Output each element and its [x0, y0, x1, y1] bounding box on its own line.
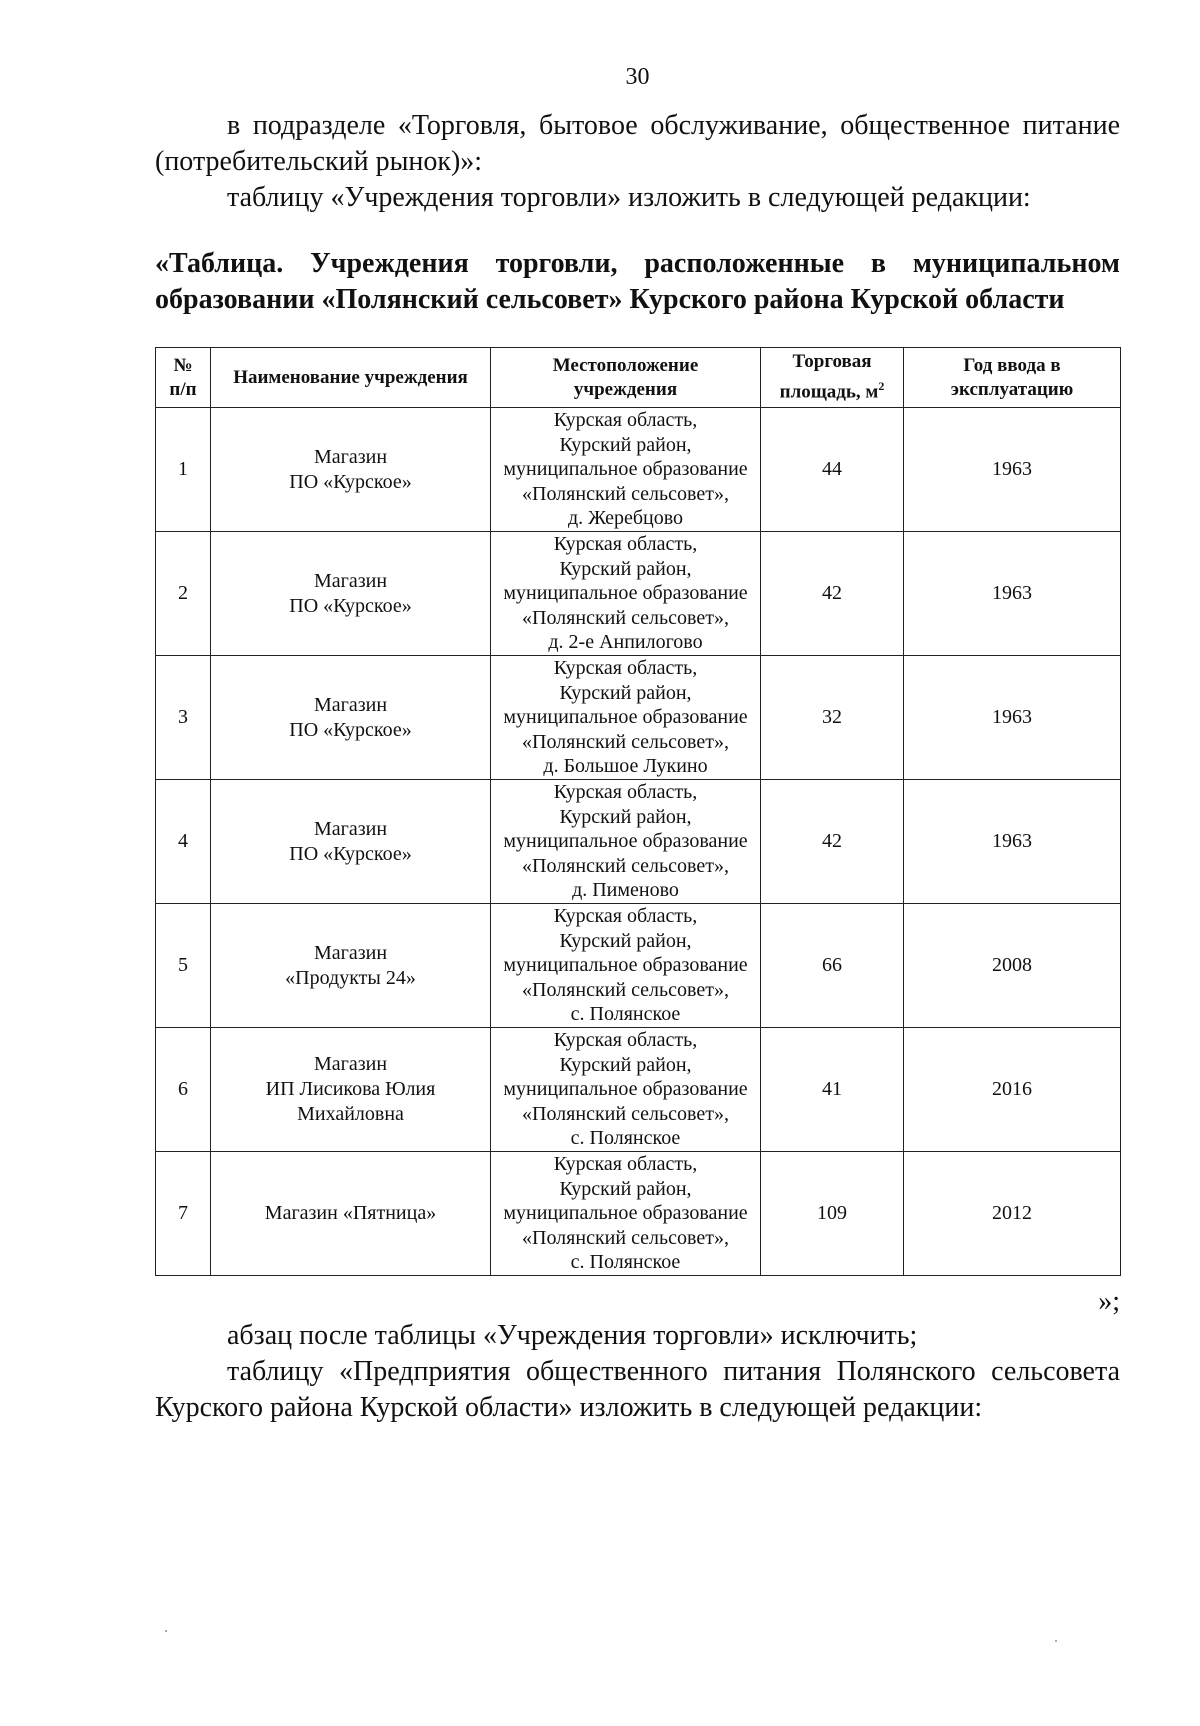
row-location-line3: муниципальное образование	[503, 582, 748, 605]
row-name-line2: ПО «Курское»	[289, 718, 412, 741]
row-location-line1: Курская область,	[553, 1029, 698, 1052]
header-location-line2: учреждения	[573, 378, 678, 400]
row-name-line2: ПО «Курское»	[289, 594, 412, 617]
row-location-line2: Курский район,	[559, 1177, 692, 1200]
row-location-line5: с. Полянское	[570, 1251, 681, 1274]
row-number: 5	[156, 904, 211, 1028]
row-location-line1: Курская область,	[553, 533, 698, 556]
row-location	[491, 656, 761, 780]
header-year-line2: эксплуатацию	[950, 378, 1074, 400]
row-location-line4: «Полянский сельсовет»,	[522, 1102, 729, 1125]
row-year: 1963	[904, 780, 1121, 904]
table-title: «Таблица. Учреждения торговли, расположенные в муниципальном образовании «Полянский сельсовет» Курского района Курской области	[155, 248, 1120, 315]
row-name	[211, 1028, 491, 1152]
row-name-line1: Магазин	[313, 1053, 388, 1075]
row-number: 1	[156, 408, 211, 532]
row-location-line5: с. Полянское	[570, 1003, 681, 1026]
row-location-line3: муниципальное образование	[503, 830, 748, 853]
header-location	[491, 348, 761, 408]
row-location-line5: д. Жеребцово	[567, 507, 684, 530]
row-name-line1: Магазин «Пятница»	[264, 1202, 437, 1224]
row-location	[491, 1152, 761, 1276]
row-location-line1: Курская область,	[553, 905, 698, 928]
header-number-line2: п/п	[169, 378, 197, 400]
row-location-line2: Курский район,	[559, 1053, 692, 1076]
row-location-line3: муниципальное образование	[503, 458, 748, 481]
row-location	[491, 1028, 761, 1152]
row-location-line3: муниципальное образование	[503, 706, 748, 729]
row-year: 2012	[904, 1152, 1121, 1276]
header-area-line1: Торговая	[792, 351, 872, 373]
row-location-line4: «Полянский сельсовет»,	[522, 1226, 729, 1249]
row-name-line2: ИП Лисикова Юлия	[265, 1078, 436, 1100]
row-name-line2: «Продукты 24»	[285, 966, 416, 989]
row-year: 2016	[904, 1028, 1121, 1152]
row-name-line1: Магазин	[313, 817, 388, 840]
row-area: 42	[761, 532, 904, 656]
row-location-line5: д. Пименово	[572, 879, 679, 902]
header-area	[761, 348, 904, 408]
table-header-row	[156, 348, 1121, 408]
row-number: 7	[156, 1152, 211, 1276]
header-number-line1: №	[173, 354, 193, 376]
row-number: 6	[156, 1028, 211, 1152]
scan-speck	[1055, 1640, 1057, 1642]
table-row	[156, 780, 1121, 904]
row-location	[491, 780, 761, 904]
row-area: 32	[761, 656, 904, 780]
row-location-line1: Курская область,	[553, 1153, 698, 1176]
table-row	[156, 656, 1121, 780]
row-location-line1: Курская область,	[553, 409, 698, 432]
row-name	[211, 532, 491, 656]
trade-institutions-table	[155, 347, 1120, 1276]
row-number: 3	[156, 656, 211, 780]
row-name	[211, 408, 491, 532]
row-area: 109	[761, 1152, 904, 1276]
row-location-line1: Курская область,	[553, 657, 698, 680]
row-location-line5: д. Большое Лукино	[543, 755, 708, 778]
scan-speck	[165, 1630, 167, 1632]
row-name-line1: Магазин	[313, 941, 388, 964]
closing-quote: »;	[1098, 1286, 1120, 1317]
row-location-line4: «Полянский сельсовет»,	[522, 854, 729, 877]
row-name	[211, 904, 491, 1028]
table-row	[156, 1028, 1121, 1152]
row-name-line1: Магазин	[313, 569, 388, 592]
row-name-line1: Магазин	[313, 445, 388, 468]
row-location-line4: «Полянский сельсовет»,	[522, 482, 729, 505]
row-year: 1963	[904, 656, 1121, 780]
after-paragraph-1: абзац после таблицы «Учреждения торговли» исключить;	[227, 1320, 918, 1351]
row-area: 44	[761, 408, 904, 532]
row-number: 4	[156, 780, 211, 904]
row-location-line3: муниципальное образование	[503, 1202, 748, 1225]
table-row	[156, 904, 1121, 1028]
row-location-line3: муниципальное образование	[503, 954, 748, 977]
row-area: 42	[761, 780, 904, 904]
row-name	[211, 656, 491, 780]
row-location-line5: д. 2-е Анпилогово	[548, 631, 703, 654]
header-year-line1: Год ввода в	[963, 354, 1061, 376]
row-location-line2: Курский район,	[559, 433, 692, 456]
header-name: Наименование учреждения	[211, 348, 491, 408]
row-area: 66	[761, 904, 904, 1028]
table-row	[156, 532, 1121, 656]
header-area-unit: площадь, м	[779, 381, 879, 403]
row-location	[491, 408, 761, 532]
row-location	[491, 532, 761, 656]
row-name-line3: Михайловна	[297, 1103, 404, 1125]
row-location-line5: с. Полянское	[570, 1127, 681, 1150]
row-name	[211, 1152, 491, 1276]
row-location-line2: Курский район,	[559, 929, 692, 952]
row-location	[491, 904, 761, 1028]
row-location-line1: Курская область,	[553, 781, 698, 804]
header-area-sup: 2	[878, 379, 885, 394]
row-location-line4: «Полянский сельсовет»,	[522, 730, 729, 753]
row-location-line2: Курский район,	[559, 805, 692, 828]
header-area-line2	[765, 374, 899, 404]
after-paragraph-2: таблицу «Предприятия общественного питания Полянского сельсовета Курского района Курской области» изложить в следующей редакции:	[155, 1356, 1120, 1423]
row-name	[211, 780, 491, 904]
table-row	[156, 1152, 1121, 1276]
row-name-line2: ПО «Курское»	[289, 842, 412, 865]
row-location-line2: Курский район,	[559, 681, 692, 704]
page-number: 30	[625, 64, 650, 90]
row-name-line1: Магазин	[313, 693, 388, 716]
row-location-line3: муниципальное образование	[503, 1078, 748, 1101]
row-number: 2	[156, 532, 211, 656]
intro-paragraph: в подразделе «Торговля, бытовое обслуживание, общественное питание (потребительский рынок)»:	[155, 110, 1120, 177]
header-location-line1: Местоположение	[552, 354, 699, 376]
row-area: 41	[761, 1028, 904, 1152]
intro-instruction: таблицу «Учреждения торговли» изложить в следующей редакции:	[227, 182, 1031, 213]
row-year: 1963	[904, 532, 1121, 656]
row-location-line2: Курский район,	[559, 557, 692, 580]
row-year: 1963	[904, 408, 1121, 532]
row-location-line4: «Полянский сельсовет»,	[522, 606, 729, 629]
header-number	[156, 348, 211, 408]
header-year	[904, 348, 1121, 408]
table-row	[156, 408, 1121, 532]
row-location-line4: «Полянский сельсовет»,	[522, 978, 729, 1001]
row-name-line2: ПО «Курское»	[289, 470, 412, 493]
row-year: 2008	[904, 904, 1121, 1028]
